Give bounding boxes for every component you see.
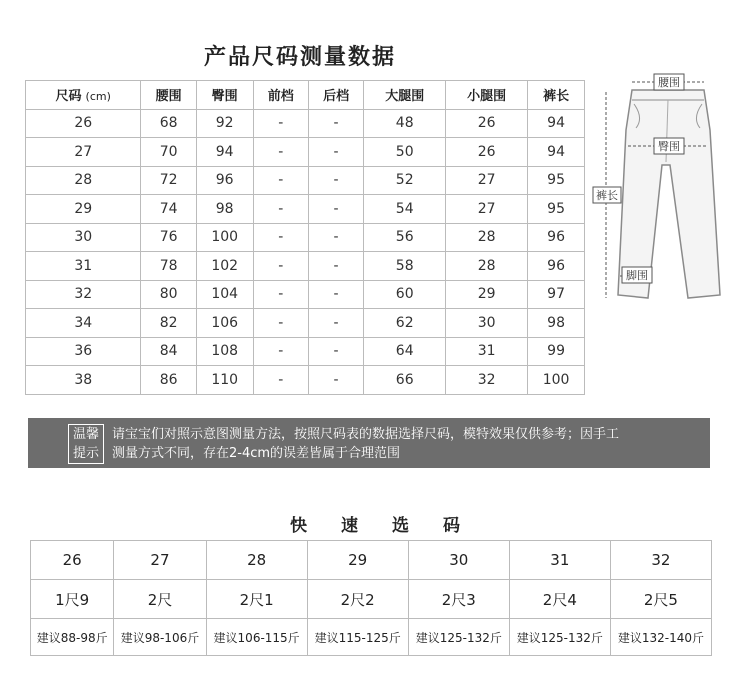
table-cell: -: [253, 109, 308, 138]
table-cell: 66: [364, 366, 446, 395]
notice-text: [112, 425, 702, 463]
table-cell: 29: [446, 280, 528, 309]
quick-weight-cell: 建议125-132斤: [509, 619, 610, 656]
notice-badge: [68, 424, 104, 464]
table-cell: 99: [528, 337, 585, 366]
table-cell: -: [308, 195, 363, 224]
notice-line2: 测量方式不同，存在2-4cm的误差皆属于合理范围: [112, 446, 401, 461]
table-cell: 31: [26, 252, 141, 281]
table-row: [26, 138, 585, 167]
length-label: 裤长: [596, 189, 618, 202]
size-chart-table: [25, 80, 585, 395]
quick-height-cell: 2尺2: [307, 580, 408, 619]
table-cell: 104: [196, 280, 253, 309]
header-size: 尺码 (cm): [26, 81, 141, 110]
table-cell: 100: [196, 223, 253, 252]
header-length: 裤长: [528, 81, 585, 110]
hip-label: 臀围: [658, 140, 680, 153]
table-cell: -: [253, 223, 308, 252]
header-back-rise: 后档: [308, 81, 363, 110]
table-cell: 31: [446, 337, 528, 366]
table-header-row: [26, 81, 585, 110]
table-cell: -: [253, 366, 308, 395]
table-cell: 100: [528, 366, 585, 395]
table-cell: 58: [364, 252, 446, 281]
quick-weight-cell: 建议98-106斤: [114, 619, 206, 656]
table-cell: 60: [364, 280, 446, 309]
table-cell: 84: [141, 337, 196, 366]
table-cell: 94: [196, 138, 253, 167]
table-cell: 62: [364, 309, 446, 338]
table-cell: -: [308, 166, 363, 195]
table-cell: 97: [528, 280, 585, 309]
page-title: 产品尺码测量数据: [203, 45, 396, 70]
quick-size-cell: 30: [408, 541, 509, 580]
table-cell: 94: [528, 109, 585, 138]
table-cell: -: [308, 366, 363, 395]
table-cell: 70: [141, 138, 196, 167]
table-cell: 106: [196, 309, 253, 338]
table-cell: 102: [196, 252, 253, 281]
header-calf: 小腿围: [446, 81, 528, 110]
quick-height-row: [31, 580, 712, 619]
table-cell: 34: [26, 309, 141, 338]
table-cell: -: [308, 252, 363, 281]
table-cell: 48: [364, 109, 446, 138]
table-cell: 110: [196, 366, 253, 395]
table-cell: -: [253, 337, 308, 366]
table-cell: 82: [141, 309, 196, 338]
table-row: [26, 223, 585, 252]
notice-banner: [28, 418, 710, 468]
table-row: [26, 309, 585, 338]
table-cell: -: [253, 195, 308, 224]
table-cell: 72: [141, 166, 196, 195]
quick-size-cell: 26: [31, 541, 114, 580]
table-cell: 108: [196, 337, 253, 366]
table-cell: 98: [528, 309, 585, 338]
table-cell: 86: [141, 366, 196, 395]
table-cell: 96: [528, 252, 585, 281]
table-cell: 98: [196, 195, 253, 224]
table-cell: 95: [528, 195, 585, 224]
table-cell: 50: [364, 138, 446, 167]
table-cell: 54: [364, 195, 446, 224]
table-cell: -: [308, 109, 363, 138]
table-cell: 26: [446, 138, 528, 167]
quick-weight-row: [31, 619, 712, 656]
table-cell: 38: [26, 366, 141, 395]
table-cell: -: [308, 337, 363, 366]
quick-size-cell: 29: [307, 541, 408, 580]
table-cell: -: [253, 309, 308, 338]
pants-diagram: [592, 70, 742, 330]
notice-badge-line2: 提示: [72, 446, 99, 461]
table-cell: -: [308, 280, 363, 309]
table-row: [26, 337, 585, 366]
quick-weight-cell: 建议115-125斤: [307, 619, 408, 656]
quick-size-cell: 31: [509, 541, 610, 580]
quick-weight-cell: 建议125-132斤: [408, 619, 509, 656]
table-cell: 94: [528, 138, 585, 167]
table-cell: 56: [364, 223, 446, 252]
quick-height-cell: 1尺9: [31, 580, 114, 619]
quick-height-cell: 2尺1: [206, 580, 307, 619]
table-cell: 30: [446, 309, 528, 338]
table-cell: 32: [26, 280, 141, 309]
table-cell: 28: [446, 223, 528, 252]
quick-size-cell: 28: [206, 541, 307, 580]
table-cell: 78: [141, 252, 196, 281]
table-cell: 64: [364, 337, 446, 366]
table-cell: 28: [26, 166, 141, 195]
table-row: [26, 252, 585, 281]
waist-label: 腰围: [658, 76, 680, 89]
table-cell: 95: [528, 166, 585, 195]
hem-label: 脚围: [626, 269, 648, 282]
table-row: [26, 166, 585, 195]
table-cell: -: [253, 252, 308, 281]
quick-size-cell: 32: [610, 541, 711, 580]
table-cell: -: [308, 223, 363, 252]
table-cell: 80: [141, 280, 196, 309]
table-cell: 30: [26, 223, 141, 252]
table-cell: 52: [364, 166, 446, 195]
table-cell: 27: [26, 138, 141, 167]
table-cell: 68: [141, 109, 196, 138]
table-cell: 28: [446, 252, 528, 281]
table-cell: 96: [528, 223, 585, 252]
quick-height-cell: 2尺5: [610, 580, 711, 619]
table-cell: -: [253, 166, 308, 195]
table-cell: 27: [446, 166, 528, 195]
table-cell: -: [308, 309, 363, 338]
header-front-rise: 前档: [253, 81, 308, 110]
quick-height-cell: 2尺4: [509, 580, 610, 619]
quick-size-row: [31, 541, 712, 580]
table-cell: 26: [446, 109, 528, 138]
table-cell: 74: [141, 195, 196, 224]
notice-badge-line1: 温馨: [72, 427, 99, 442]
table-row: [26, 109, 585, 138]
table-cell: 27: [446, 195, 528, 224]
table-cell: -: [253, 138, 308, 167]
table-cell: -: [253, 280, 308, 309]
header-thigh: 大腿围: [364, 81, 446, 110]
table-cell: 92: [196, 109, 253, 138]
header-waist: 腰围: [141, 81, 196, 110]
notice-line1: 请宝宝们对照示意图测量方法，按照尺码表的数据选择尺码，模特效果仅供参考；因手工: [112, 427, 620, 442]
quick-weight-cell: 建议132-140斤: [610, 619, 711, 656]
quick-weight-cell: 建议106-115斤: [206, 619, 307, 656]
table-cell: 76: [141, 223, 196, 252]
quick-size-cell: 27: [114, 541, 206, 580]
table-cell: 32: [446, 366, 528, 395]
quick-height-cell: 2尺: [114, 580, 206, 619]
table-cell: -: [308, 138, 363, 167]
quick-weight-cell: 建议88-98斤: [31, 619, 114, 656]
unit-label: (cm): [85, 90, 111, 104]
table-row: [26, 366, 585, 395]
table-row: [26, 280, 585, 309]
quick-height-cell: 2尺3: [408, 580, 509, 619]
table-row: [26, 195, 585, 224]
table-cell: 26: [26, 109, 141, 138]
quick-select-title: 快速选码: [290, 516, 494, 536]
quick-select-table: [30, 540, 712, 656]
table-cell: 96: [196, 166, 253, 195]
header-hip: 臀围: [196, 81, 253, 110]
table-cell: 36: [26, 337, 141, 366]
table-cell: 29: [26, 195, 141, 224]
